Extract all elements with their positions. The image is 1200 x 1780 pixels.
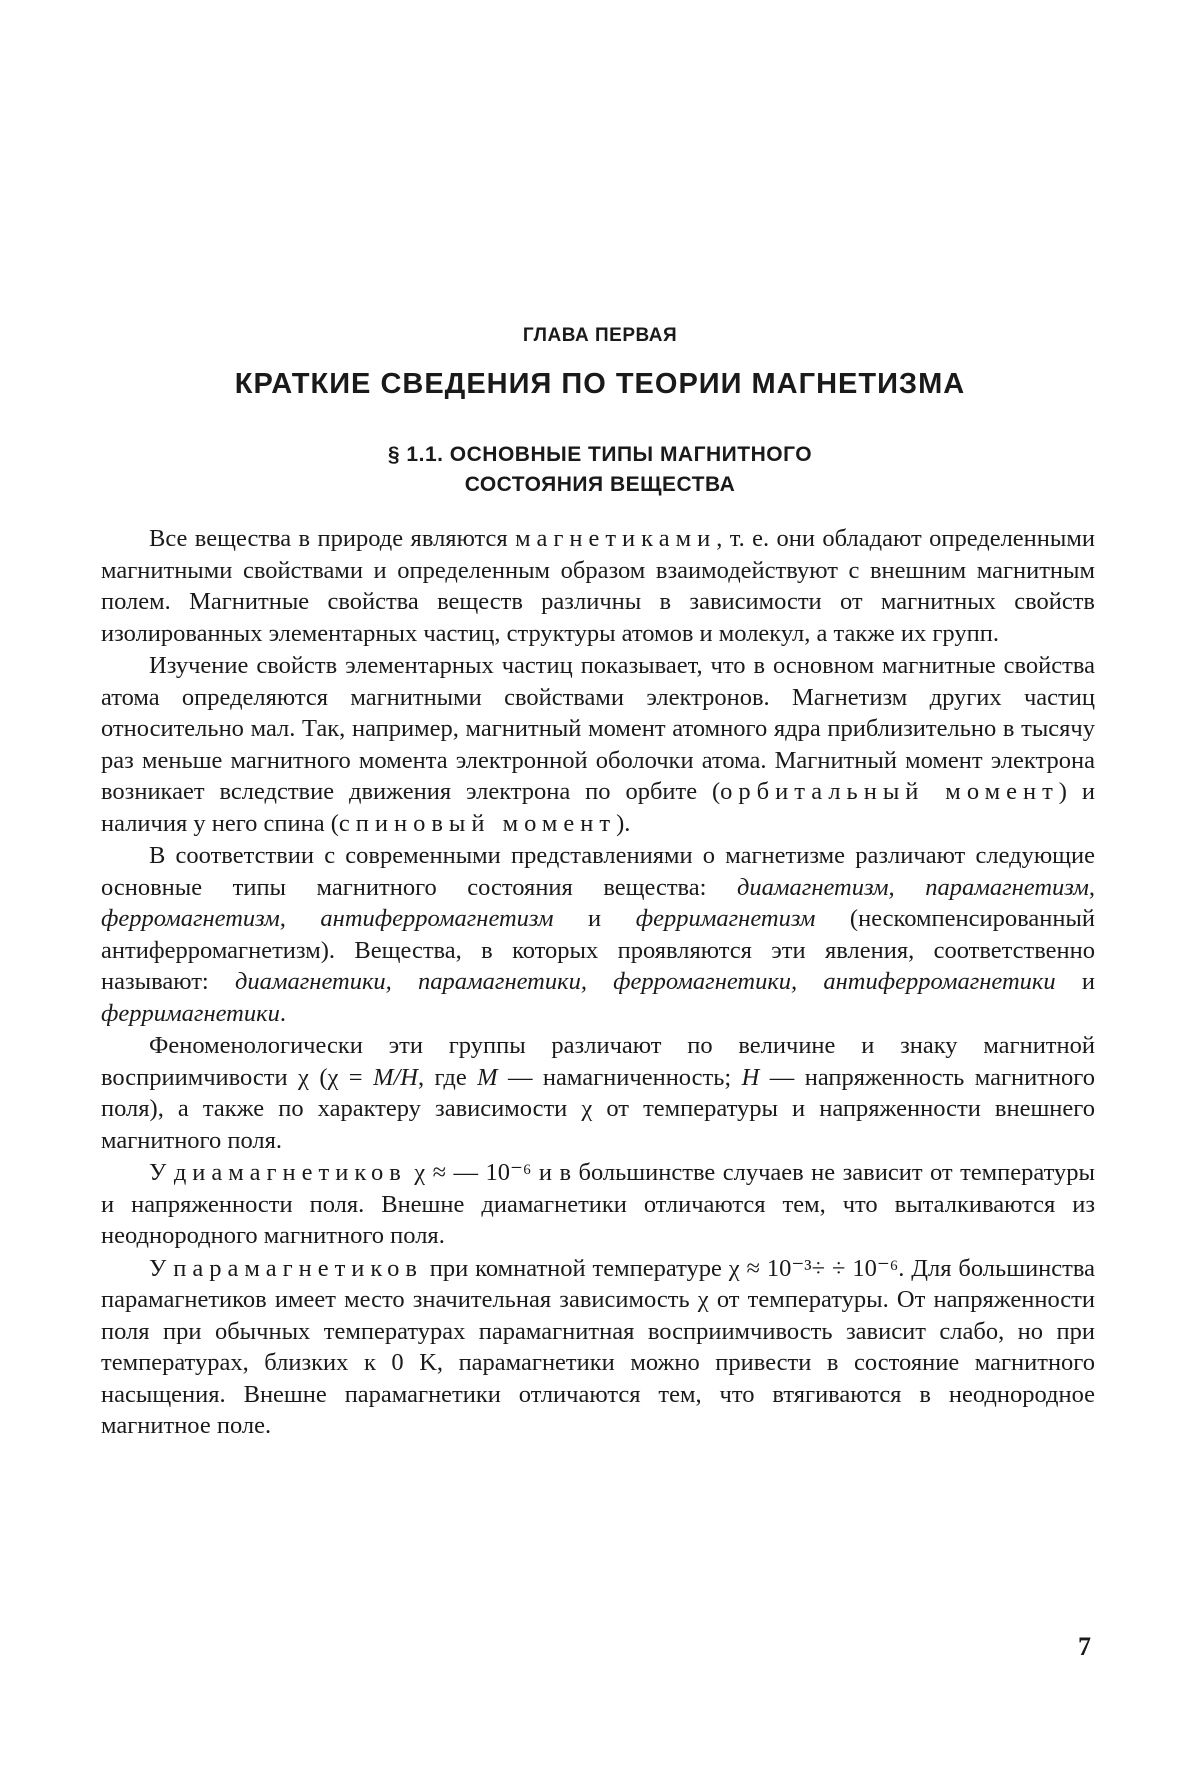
p4-text-g: — напряженность магнитного поля), а также по характеру зависимости χ от температуры и напряженности внешнего магнитного поля. — [101, 1063, 1095, 1154]
p3-text-g: и — [1055, 968, 1095, 995]
paragraph-5 — [101, 1157, 1095, 1252]
p2-text-e: ). — [616, 809, 631, 837]
p3-text-a: В соответствии с современными представлениями о магнетизме различают следующие основные типы магнитного состояния вещества: — [101, 842, 1095, 901]
p3-term-ferrimagnetics: ферримагнетики — [101, 999, 280, 1027]
chapter-title: КРАТКИЕ СВЕДЕНИЯ ПО ТЕОРИИ МАГНЕТИЗМА — [234, 368, 966, 400]
p3-text-e: (нескомпенсированный антиферромагнетизм). Вещества, в которых проявляются эти явления, соответственно называют: — [101, 905, 1096, 995]
section-title-line-1: § 1.1. ОСНОВНЫЕ ТИПЫ МАГНИТНОГО — [387, 443, 813, 466]
p5-text-a: У — [149, 1159, 174, 1186]
p4-symbol-h: H — [741, 1063, 760, 1091]
p4-text-a: Феноменологически эти группы различают по величине и знаку магнитной восприимчивости χ (χ = — [101, 1032, 1095, 1091]
chapter-label: ГЛАВА ПЕРВАЯ — [522, 325, 678, 346]
paragraph-1 — [101, 523, 1095, 649]
p4-text-e: — намагниченность; — [497, 1063, 742, 1091]
paragraph-6 — [101, 1253, 1095, 1442]
p6-text-c: при комнатной температуре χ ≈ 10⁻³÷ ÷ 10⁻⁶. Для большинства парамагнетиков имеет место значительная зависимость χ от температуры. От напряженности поля при обычных температурах парамагнитная восприимчивость зависит слабо, но при температурах, близких к 0 K, парамагнетики можно привести в состояние магнитного насыщения. Внешне парамагнетики отличаются тем, что втягиваются в неоднородное магнитное поле. — [101, 1254, 1095, 1439]
p2-term-orbital-moment: орбитальный момент — [720, 778, 1059, 805]
paragraph-4 — [101, 1030, 1095, 1156]
p5-text-c: χ ≈ — 10⁻⁶ и в большинстве случаев не зависит от температуры и напряженности поля. Внешне диамагнетики отличаются тем, что выталкиваются из неоднородного магнитного поля. — [101, 1159, 1095, 1249]
p4-symbol-m: M — [477, 1063, 498, 1091]
paragraph-3 — [101, 840, 1095, 1029]
p6-text-a: У — [149, 1254, 174, 1282]
section-title-line-2: СОСТОЯНИЯ ВЕЩЕСТВА — [464, 473, 736, 496]
p1-term-magnetics: магнетиками — [515, 525, 717, 552]
body-text — [101, 523, 1095, 1443]
p4-formula-mh: M/H — [373, 1063, 418, 1091]
p4-text-c: , где — [417, 1063, 478, 1091]
p3-text-i: . — [279, 999, 286, 1027]
paragraph-2 — [101, 650, 1095, 839]
p1-text-a: Все вещества в природе являются — [149, 525, 516, 552]
p6-term-paramagnetics: парамагнетиков — [173, 1254, 423, 1282]
p3-text-c: и — [553, 905, 636, 932]
p2-text-c: ) и наличия у него спина ( — [101, 778, 1095, 837]
p1-text-c: , т. е. они обладают определенными магнитными свойствами и определенным образом взаимодействуют с внешним магнитным полем. Магнитные свойства веществ различны в зависимости от магнитных свойств изолированных элементарных частиц, структуры атомов и молекул, а также их групп. — [101, 525, 1095, 647]
p3-terms-types: диамагнетизм, парамагнетизм, ферромагнетизм, антиферромагнетизм — [101, 873, 1095, 932]
p3-term-ferrimagnetism: ферримагнетизм — [635, 905, 816, 932]
p3-terms-substances: диамагнетики, парамагнетики, ферромагнетики, антиферромагнетики — [234, 968, 1056, 995]
p2-text-a: Изучение свойств элементарных частиц показывает, что в основном магнитные свойства атома определяются магнитными свойствами электронов. Магнетизм других частиц относительно мал. Так, например, магнитный момент атомного ядра приблизительно в тысячу раз меньше магнитного момента электронной оболочки атома. Магнитный момент электрона возникает вследствие движения электрона по орбите ( — [101, 652, 1095, 805]
p2-term-spin-moment: спиновый момент — [338, 809, 617, 837]
section-title — [0, 440, 1200, 500]
p5-term-diamagnetics: диамагнетиков — [173, 1159, 407, 1186]
page-number: 7 — [1078, 1632, 1091, 1661]
